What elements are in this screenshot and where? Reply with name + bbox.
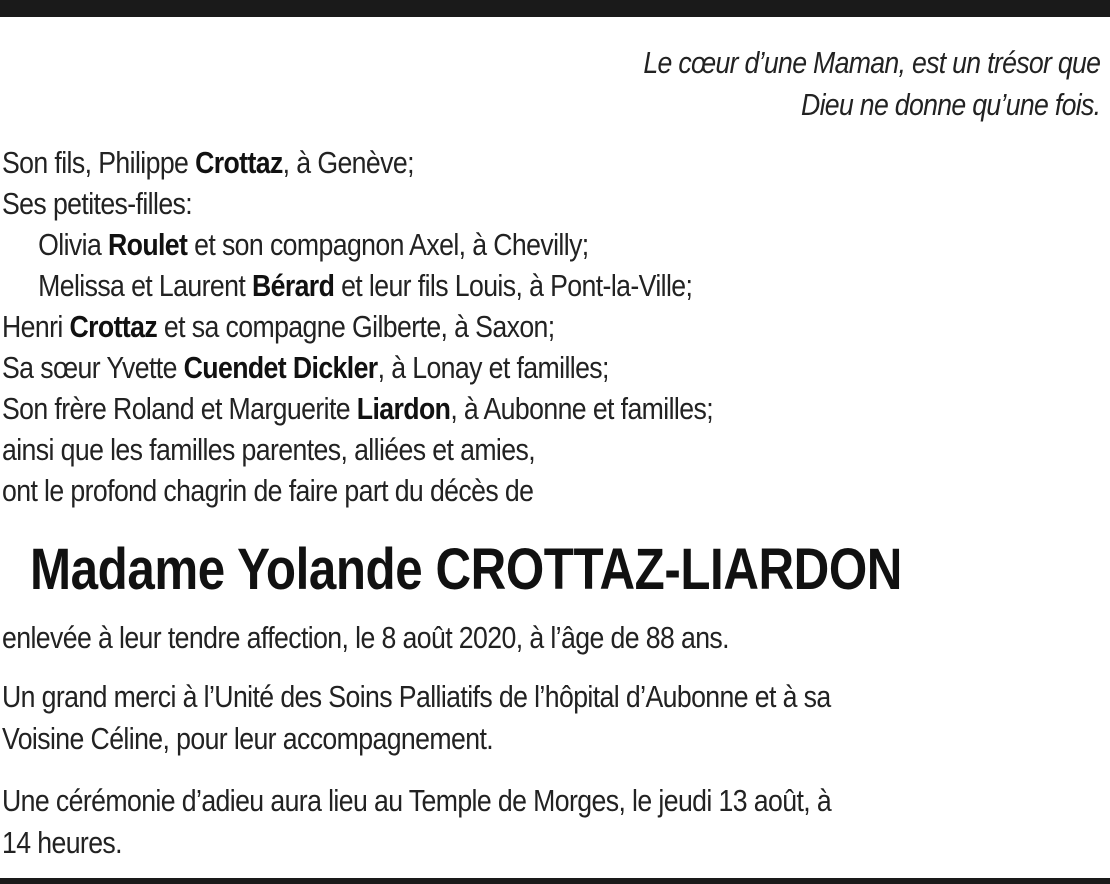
ceremony-paragraph <box>2 780 831 864</box>
family-line: ainsi que les familles parentes, alliées et amies, <box>2 432 536 467</box>
family-line: Son frère Roland et Marguerite Liardon, à Aubonne et familles; <box>2 391 714 426</box>
family-surname: Liardon <box>356 391 451 426</box>
family-surname: Cuendet Dickler <box>183 350 378 385</box>
deceased-name: Madame Yolande CROTTAZ-LIARDON <box>30 537 902 602</box>
thanks-line-1: Un grand merci à l’Unité des Soins Palliatifs de l’hôpital d’Aubonne et à sa <box>2 679 831 714</box>
passing-line-1: enlevée à leur tendre affection, le 8 août 2020, à l’âge de 88 ans. <box>2 620 729 655</box>
family-surname: Crottaz <box>195 145 283 180</box>
family-surname: Bérard <box>251 268 335 303</box>
family-line: Ses petites-filles: <box>2 186 193 221</box>
epigraph-quote <box>643 42 1100 126</box>
top-rule <box>0 0 1110 17</box>
ceremony-line-1: Une cérémonie d’adieu aura lieu au Temple de Morges, le jeudi 13 août, à <box>2 783 832 818</box>
thanks-paragraph <box>2 676 831 760</box>
epigraph-line-2: Dieu ne donne qu’une fois. <box>800 87 1100 122</box>
family-surname: Crottaz <box>69 309 158 344</box>
family-line: ont le profond chagrin de faire part du décès de <box>2 473 534 508</box>
family-line: Olivia Roulet et son compagnon Axel, à Chevilly; <box>38 227 589 262</box>
family-line: Henri Crottaz et sa compagne Gilberte, à Saxon; <box>2 309 555 344</box>
epigraph-line-1: Le cœur d’une Maman, est un trésor que <box>643 45 1100 80</box>
family-line: Melissa et Laurent Bérard et leur fils Louis, à Pont-la-Ville; <box>38 268 693 303</box>
passing-paragraph <box>2 617 729 659</box>
family-line: Son fils, Philippe Crottaz, à Genève; <box>2 145 414 180</box>
bottom-rule <box>0 878 1110 884</box>
thanks-line-2: Voisine Céline, pour leur accompagnement. <box>2 721 494 756</box>
family-list <box>2 142 713 511</box>
ceremony-line-2: 14 heures. <box>2 825 122 860</box>
family-surname: Roulet <box>107 227 188 262</box>
family-line: Sa sœur Yvette Cuendet Dickler, à Lonay et familles; <box>2 350 609 385</box>
